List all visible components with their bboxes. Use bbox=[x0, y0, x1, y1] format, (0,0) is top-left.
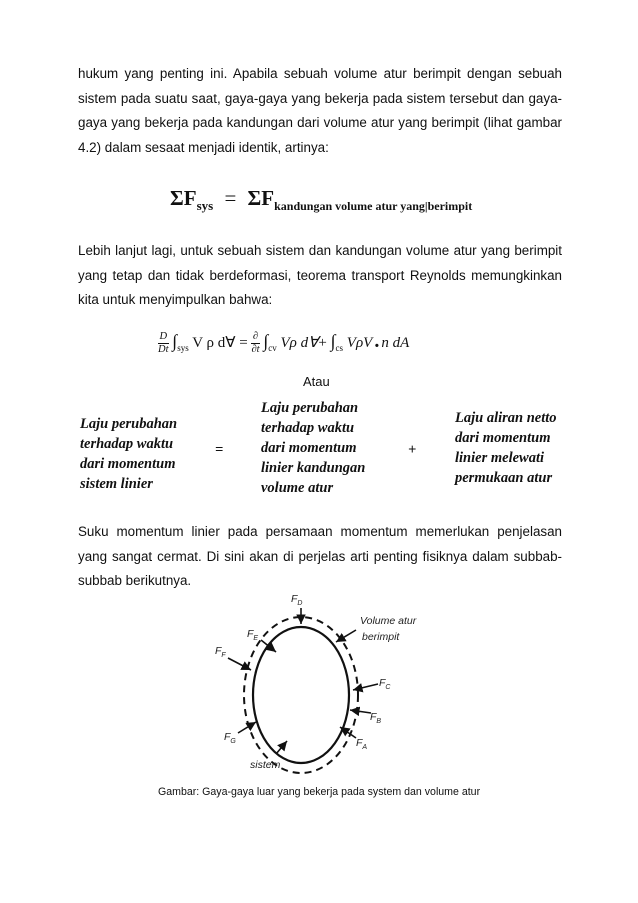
word-eq-middle-line: dari momentum bbox=[261, 440, 357, 456]
eq2-frac2-num: ∂ bbox=[252, 331, 259, 343]
label-fa: $F_A$ bbox=[356, 737, 368, 751]
eq2-plus: + bbox=[318, 335, 327, 351]
eq1-equals: = bbox=[224, 186, 237, 210]
eq2-integral-cs: ∫ bbox=[330, 331, 336, 351]
paragraph-reynolds: Lebih lanjut lagi, untuk sebuah sistem dan kandungan volume atur yang berimpit yang tetap dan tidak berdeformasi, teorema transport Reynolds memungkinkan kita untuk menyimpulkan bahwa: bbox=[78, 243, 562, 307]
word-eq-middle-line: volume atur bbox=[261, 480, 334, 496]
word-eq-left-line: terhadap waktu bbox=[80, 436, 174, 452]
eq2-dot: . bbox=[374, 330, 380, 352]
eq2-equals: = bbox=[239, 335, 248, 351]
paragraph-intro: hukum yang penting ini. Apabila sebuah volume atur berimpit dengan sebuah sistem pada suatu saat, gaya-gaya yang bekerja pada sistem tersebut dan gaya-gaya yang bekerja pada kandungan dari volume atur yang berimpit (lihat gambar 4.2) dalam sesaat menjadi identik, artinya: bbox=[78, 66, 562, 155]
label-fg: $F_G$ bbox=[224, 731, 236, 745]
word-eq-right-line: dari momentum bbox=[455, 430, 551, 446]
word-eq-left-line: sistem linier bbox=[80, 476, 153, 492]
label-berimpit: berimpit bbox=[362, 631, 400, 643]
eq2-int-cs-sub: cs bbox=[335, 343, 344, 353]
eq2-integral-cv: ∫ bbox=[263, 331, 269, 351]
word-eq-middle-line: Laju perubahan bbox=[261, 400, 359, 416]
word-eq-right-line: permukaan atur bbox=[455, 470, 553, 486]
eq1-rhs-symbol: ΣF bbox=[247, 186, 275, 210]
eq1-lhs-sub: sys bbox=[196, 198, 214, 213]
force-arrow-f bbox=[228, 658, 251, 670]
eq2-frac-num: D bbox=[159, 331, 168, 343]
word-eq-right-line: linier melewati bbox=[455, 450, 545, 466]
sistem-pointer bbox=[276, 741, 287, 754]
eq2-int-cv-body: Vρ d∀ bbox=[280, 335, 319, 351]
word-eq-left-line: Laju perubahan bbox=[80, 416, 178, 432]
eq1-lhs-symbol: ΣF bbox=[170, 186, 197, 210]
eq2-int-cs-body: VρV bbox=[346, 335, 373, 351]
force-arrow-c bbox=[353, 684, 378, 690]
eq1-rhs-sub: kandungan volume atur yang|berimpit bbox=[274, 199, 473, 213]
word-eq-middle-line: linier kandungan bbox=[261, 460, 366, 476]
eq2-frac2-den: ∂t bbox=[251, 344, 260, 356]
atau-label: Atau bbox=[303, 374, 330, 389]
label-fc: $F_C$ bbox=[379, 677, 391, 691]
force-arrow-a bbox=[340, 727, 356, 738]
eq2-integral-sys: ∫ bbox=[172, 331, 178, 351]
label-fd: $F_D$ bbox=[291, 593, 303, 607]
eq2-frac-den: Dt bbox=[158, 344, 169, 356]
system-boundary bbox=[253, 627, 349, 763]
word-eq-left-line: dari momentum bbox=[80, 456, 176, 472]
label-fb: $F_B$ bbox=[370, 711, 382, 725]
word-eq-plus: + bbox=[408, 442, 417, 458]
eq2-int-cv-sub: cv bbox=[268, 343, 277, 353]
figure-caption: Gambar: Gaya-gaya luar yang bekerja pada system dan volume atur bbox=[158, 786, 481, 798]
word-eq-right-line: Laju aliran netto bbox=[455, 410, 557, 426]
eq2-int-sys-body: V ρ d∀ bbox=[192, 335, 236, 351]
label-volume-atur: Volume atur bbox=[360, 615, 417, 627]
force-arrow-e bbox=[261, 640, 276, 652]
force-arrow-b bbox=[350, 710, 371, 713]
label-fe: $F_E$ bbox=[247, 628, 259, 642]
eq2-int-cs-tail: n dA bbox=[381, 335, 410, 351]
label-ff: $F_F$ bbox=[215, 645, 226, 659]
word-eq-middle-line: terhadap waktu bbox=[261, 420, 355, 436]
paragraph-momentum: Suku momentum linier pada persamaan momentum memerlukan penjelasan yang sangat cermat. Di sini akan di perjelas arti penting fisiknya dalam subbab-subbab berikutnya. bbox=[78, 524, 562, 588]
word-eq-equals: = bbox=[215, 442, 224, 458]
label-sistem: sistem bbox=[250, 759, 281, 771]
eq2-int-sys-sub: sys bbox=[177, 343, 189, 353]
